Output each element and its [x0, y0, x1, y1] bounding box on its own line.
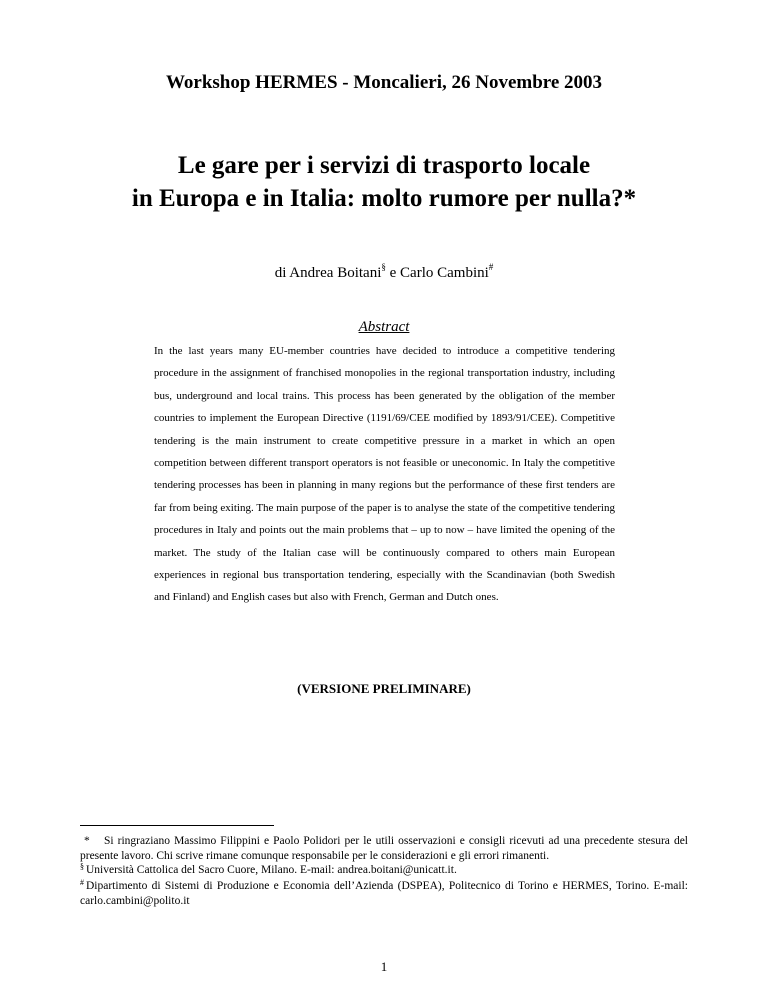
footnote-star [80, 834, 688, 863]
page-number: 1 [380, 959, 388, 974]
title-line-1: Le gare per i servizi di trasporto locale [177, 152, 591, 179]
author-2: e Carlo Cambini [385, 265, 489, 281]
author-2-footnote-mark: # [488, 262, 494, 272]
preliminary-version-label: (VERSIONE PRELIMINARE) [297, 681, 471, 696]
workshop-header: Workshop HERMES - Moncalieri, 26 Novembre 2003 [165, 72, 603, 93]
footnote-star-mark: * [84, 835, 90, 847]
footnote-section-mark: § [80, 862, 84, 872]
footnote-hash-mark: # [80, 877, 84, 887]
title-line-2: in Europa e in Italia: molto rumore per nulla?* [131, 185, 637, 212]
author-line [0, 263, 768, 282]
author-1: di Andrea Boitani [274, 265, 382, 281]
footnote-hash [80, 879, 688, 909]
author-1-footnote-mark: § [381, 262, 386, 272]
footnote-hash-text: Dipartimento di Sistemi di Produzione e Economia dell’Azienda (DSPEA), Politecnico di Torino e HERMES, Torino. E-mail: carlo.cambini@polito.it [80, 879, 688, 908]
abstract-body [154, 340, 615, 609]
footnote-section [80, 863, 688, 879]
footnotes [80, 834, 688, 909]
footnote-section-text: Università Cattolica del Sacro Cuore, Milano. E-mail: andrea.boitani@unicatt.it. [86, 864, 457, 877]
abstract-heading: Abstract [358, 319, 410, 335]
paper-title [0, 149, 768, 215]
abstract-text: In the last years many EU-member countries have decided to introduce a competitive tendering procedure in the assignment of franchised monopolies in the regional transportation industry, including bus, underground and local trains. This process has been generated by the obligation of the member countries to implement the European Directive (1191/69/CEE modified by 1893/91/CEE). Competitive tendering is the main instrument to create competitive pressure in a market in which an open competition between different transport operators is not feasible or uneconomic. In Italy the competitive tendering processes has been in planning in many regions but the performance of these first tenders are far from being exiting. The main purpose of the paper is to analyse the state of the competitive tendering procedures in Italy and points out the main problems that – up to now – have limited the opening of the market. The study of the Italian case will be continuously compared to others main European experiences in regional bus transportation tendering, especially with the Scandinavian (both Swedish and Finland) and English cases but also with French, German and Dutch ones. [154, 345, 615, 604]
footnote-separator [80, 825, 274, 826]
footnote-star-text: Si ringraziano Massimo Filippini e Paolo Polidori per le utili osservazioni e consigli ricevuti ad una precedente stesura del presente lavoro. Chi scrive rimane comunque responsabile per le considerazioni e gli errori rimanenti. [80, 835, 688, 862]
